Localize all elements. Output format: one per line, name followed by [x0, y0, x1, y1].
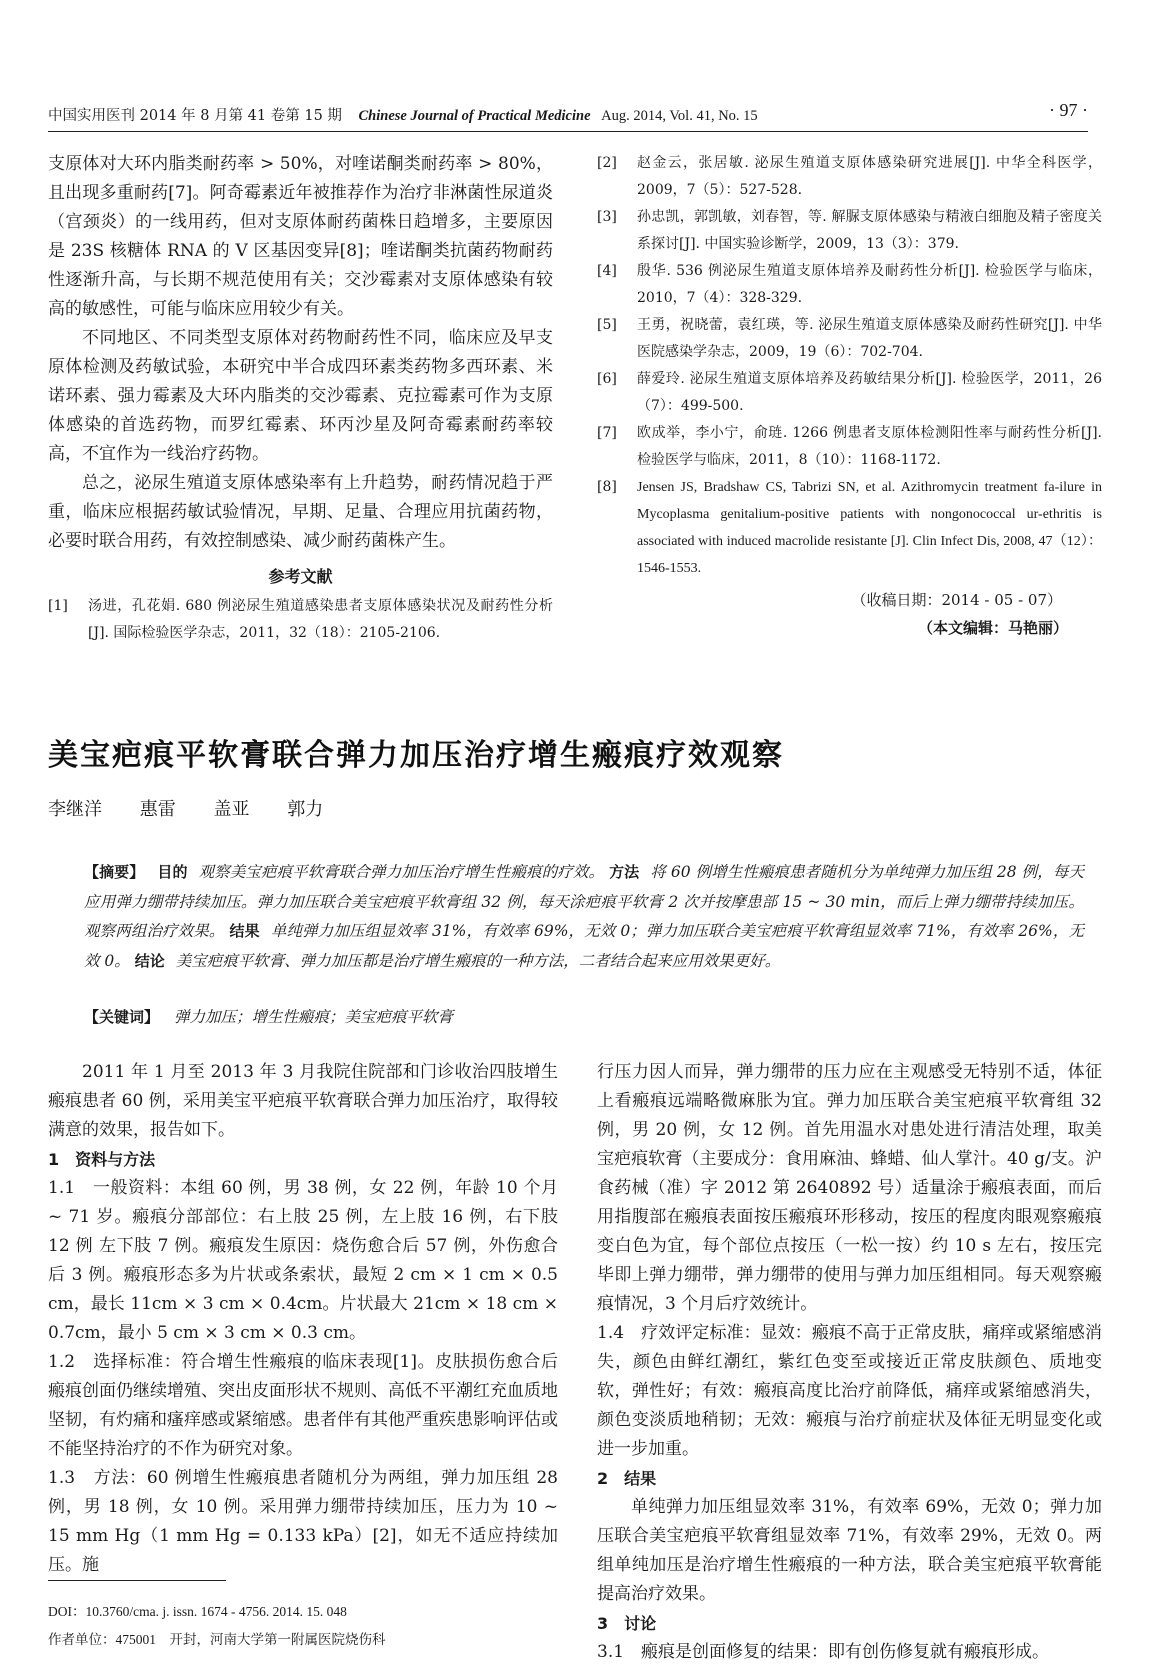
reference-text: 薛爱玲. 泌尿生殖道支原体培养及药敏结果分析[J]. 检验医学，2011，26（7）：499-500. — [637, 371, 1102, 414]
abstract-method-label: 方法 — [609, 863, 640, 881]
prev-article-right-column — [597, 150, 1102, 642]
footnote-divider — [48, 1580, 226, 1581]
keywords — [84, 1005, 1084, 1027]
doi-footnote: DOI：10.3760/cma. j. issn. 1674 - 4756. 2014. 15. 048 — [48, 1604, 347, 1619]
abstract-result: 单纯弹力加压组显效率 31%，有效率 69%，无效 0；弹力加压联合美宝疤痕平软膏组显效率 71%，有效率 26%，无效 0。 — [84, 922, 1084, 970]
reference-item — [597, 150, 1102, 204]
reference-number: [1] — [48, 598, 68, 614]
subsection-1-2: 1.2 选择标准：符合增生性瘢痕的临床表现[1]。皮肤损伤愈合后瘢痕创面仍继续增殖、突出皮面形状不规则、高低不平潮红充血质地坚韧，有灼痛和瘙痒感或紧缩感。患者伴有其他严重疾患影响评估或不能坚持治疗的不作为研究对象。 — [48, 1352, 558, 1459]
methods-continued: 行压力因人而异，弹力绷带的压力应在主观感受无特别不适，体征上看瘢痕远端略微麻胀为宜。弹力加压联合美宝疤痕平软膏组 32 例，男 20 例，女 12 例。首先用温水对患处进行清洁处理，取美宝疤痕软膏（主要成分：食用麻油、蜂蜡、仙人掌汁。40 g/支。沪食药械（准）字 2012 第 2640892 号）适量涂于瘢痕表面，而后用指腹部在瘢痕表面按压瘢痕环形移动，按压的程度肉眼观察瘢痕变白色为宜，每个部位点按压（一松一按）约 10 s 左右，按压完毕即上弹力绷带，弹力绷带的使用与弹力加压组相同。每天观察瘢痕情况，3 个月后疗效统计。 — [597, 1062, 1102, 1314]
journal-issue-en: Aug. 2014, Vol. 41, No. 15 — [601, 108, 758, 124]
abstract-label: 【摘要】 — [84, 863, 145, 881]
article-right-column — [597, 1058, 1102, 1667]
references-heading: 参考文献 — [268, 567, 333, 586]
abstract-conclusion: 美宝疤痕平软膏、弹力加压都是治疗增生瘢痕的一种方法，二者结合起来应用效果更好。 — [175, 951, 781, 970]
prev-paragraph-1: 支原体对大环内脂类耐药率 > 50%，对喹诺酮类耐药率 > 80%，且出现多重耐药[7]。阿奇霉素近年被推荐作为治疗非淋菌性尿道炎（宫颈炎）的一线用药，但对支原体耐药菌株日趋增多，主要原因是 23S 核糖体 RNA 的 V 区基因变异[8]；喹诺酮类抗菌药物耐药性逐渐升高，与长期不规范使用有关；交沙霉素对支原体感染有较高的敏感性，可能与临床应用较少有关。 — [48, 154, 553, 319]
reference-number: [6] — [597, 371, 617, 387]
author-name: 李继洋 — [48, 799, 102, 820]
reference-item — [597, 312, 1102, 366]
author-list — [48, 795, 349, 821]
reference-text: 王勇，祝晓蕾，袁红瑛，等. 泌尿生殖道支原体感染及耐药性研究[J]. 中华医院感染学杂志，2009，19（6）：702-704. — [637, 317, 1102, 360]
affiliation-footnote: 作者单位：475001 开封，河南大学第一附属医院烧伤科 — [48, 1632, 386, 1647]
reference-number: [8] — [597, 479, 617, 495]
page-number: · 97 · — [1049, 100, 1088, 120]
reference-text: 欧成举，李小宁，俞琏. 1266 例患者支原体检测阳性率与耐药性分析[J]. 检验医学与临床，2011，8（10）：1168-1172. — [637, 425, 1102, 468]
prev-paragraph-2: 不同地区、不同类型支原体对药物耐药性不同，临床应及早支原体检测及药敏试验，本研究中半合成四环素类药物多西环素、米诺环素、强力霉素及大环内脂类的交沙霉素、克拉霉素可作为支原体感染的首选药物，而罗红霉素、环丙沙星及阿奇霉素耐药率较高，不宜作为一线治疗药物。 — [48, 328, 553, 464]
section-heading-3: 3 讨论 — [597, 1614, 657, 1633]
editor-note: （本文编辑：马艳丽） — [917, 619, 1068, 637]
reference-number: [3] — [597, 209, 617, 225]
reference-number: [4] — [597, 263, 617, 279]
running-head — [48, 100, 1088, 132]
reference-item — [597, 258, 1102, 312]
abstract-purpose: 观察美宝疤痕平软膏联合弹力加压治疗增生性瘢痕的疗效。 — [198, 863, 605, 881]
author-name: 盖亚 — [213, 799, 250, 820]
abstract-conclusion-label: 结论 — [134, 951, 165, 970]
reference-text: 赵金云，张居敏. 泌尿生殖道支原体感染研究进展[J]. 中华全科医学，2009，7（5）：527-528. — [637, 155, 1102, 198]
reference-item — [597, 366, 1102, 420]
abstract-purpose-label: 目的 — [157, 863, 188, 881]
reference-text: 汤进，孔花娟. 680 例泌尿生殖道感染患者支原体感染状况及耐药性分析[J]. 国际检验医学杂志，2011，32（18）：2105-2106. — [88, 598, 553, 641]
prev-paragraph-3: 总之，泌尿生殖道支原体感染率有上升趋势，耐药情况趋于严重，临床应根据药敏试验情况，早期、足量、合理应用抗菌药物，必要时联合用药，有效控制感染、减少耐药菌株产生。 — [48, 473, 553, 551]
subsection-1-3: 1.3 方法：60 例增生性瘢痕患者随机分为两组，弹力加压组 28 例，男 18 例，女 10 例。采用弹力绷带持续加压，压力为 10 ~ 15 mm Hg（1 mm Hg = 0.133 kPa）[2]，如无不适应持续加压。施 — [48, 1468, 558, 1575]
author-name: 郭力 — [287, 799, 324, 820]
subsection-3-1: 3.1 瘢痕是创面修复的结果：即有创伤修复就有瘢痕形成。 — [597, 1642, 1050, 1662]
abstract-result-label: 结果 — [229, 922, 260, 940]
article-title: 美宝疤痕平软膏联合弹力加压治疗增生瘢痕疗效观察 — [48, 738, 784, 773]
reference-number: [2] — [597, 155, 617, 171]
subsection-1-1: 1.1 一般资料：本组 60 例，男 38 例，女 22 例，年龄 10 个月 ~ 71 岁。瘢痕分部部位：右上肢 25 例，左上肢 16 例，右下肢 12 例 左下肢 7 例。瘢痕发生原因：烧伤愈合后 57 例，外伤愈合后 3 例。瘢痕形态多为片状或条索状，最短 2 cm × 1 cm × 0.5 cm，最长 11cm × 3 cm × 0.4cm。片状最大 21cm × 18 cm × 0.7cm，最小 5 cm × 3 cm × 0.3 cm。 — [48, 1178, 558, 1343]
reference-number: [7] — [597, 425, 617, 441]
keywords-label: 【关键词】 — [84, 1008, 160, 1026]
reference-item — [597, 204, 1102, 258]
abstract — [84, 858, 1084, 976]
prev-article-left-column — [48, 150, 553, 647]
subsection-1-4: 1.4 疗效评定标准：显效：瘢痕不高于正常皮肤，痛痒或紧缩感消失，颜色由鲜红潮红，紫红色变至或接近正常皮肤颜色、质地变软，弹性好；有效：瘢痕高度比治疗前降低，痛痒或紧缩感消失，颜色变淡质地稍韧；无效：瘢痕与治疗前症状及体征无明显变化或进一步加重。 — [597, 1323, 1102, 1459]
reference-text: Jensen JS, Bradshaw CS, Tabrizi SN, et al. Azithromycin treatment fa-ilure in Mycoplasma genitalium-positive patients with nongonococcal ur-ethritis is associated with induced macrolide resistante [J]. Clin Infect Dis, 2008, 47（12）：1546-1553. — [637, 480, 1102, 576]
reference-item — [597, 474, 1102, 582]
section-heading-2: 2 结果 — [597, 1469, 657, 1488]
abstract-method: 将 60 例增生性瘢痕患者随机分为单纯弹力加压组 28 例，每天应用弹力绷带持续加压。弹力加压联合美宝疤痕平软膏组 32 例，每天涂疤痕平软膏 2 次并按摩患部 15 ~ 30 min，而后上弹力绷带持续加压。观察两组治疗效果。 — [84, 863, 1084, 940]
article-left-column — [48, 1058, 558, 1580]
reference-number: [5] — [597, 317, 617, 333]
journal-name-cn: 中国实用医刊 2014 年 8 月第 41 卷第 15 期 — [48, 108, 342, 124]
intro-paragraph: 2011 年 1 月至 2013 年 3 月我院住院部和门诊收治四肢增生瘢痕患者 60 例，采用美宝平疤痕平软膏联合弹力加压治疗，取得较满意的效果，报告如下。 — [48, 1062, 558, 1140]
reference-item — [597, 420, 1102, 474]
section-heading-1: 1 资料与方法 — [48, 1150, 156, 1169]
reference-item — [48, 593, 553, 647]
reference-text: 孙忠凯，郭凯敏，刘春智，等. 解脲支原体感染与精液白细胞及精子密度关系探讨[J]. 中国实验诊断学，2009，13（3）：379. — [637, 209, 1102, 252]
keywords-text: 弹力加压；增生性瘢痕；美宝疤痕平软膏 — [173, 1008, 453, 1026]
reference-text: 殷华. 536 例泌尿生殖道支原体培养及耐药性分析[J]. 检验医学与临床，2010，7（4）：328-329. — [637, 263, 1102, 306]
results-paragraph: 单纯弹力加压组显效率 31%，有效率 69%，无效 0；弹力加压联合美宝疤痕平软膏组显效率 71%，有效率 29%，无效 0。两组单纯加压是治疗增生性瘢痕的一种方法，联合美宝疤痕平软膏能提高治疗效果。 — [597, 1497, 1102, 1604]
journal-name-en: Chinese Journal of Practical Medicine — [358, 108, 591, 124]
received-date: （收稿日期：2014 - 05 - 07） — [851, 591, 1062, 609]
author-name: 惠雷 — [139, 799, 176, 820]
